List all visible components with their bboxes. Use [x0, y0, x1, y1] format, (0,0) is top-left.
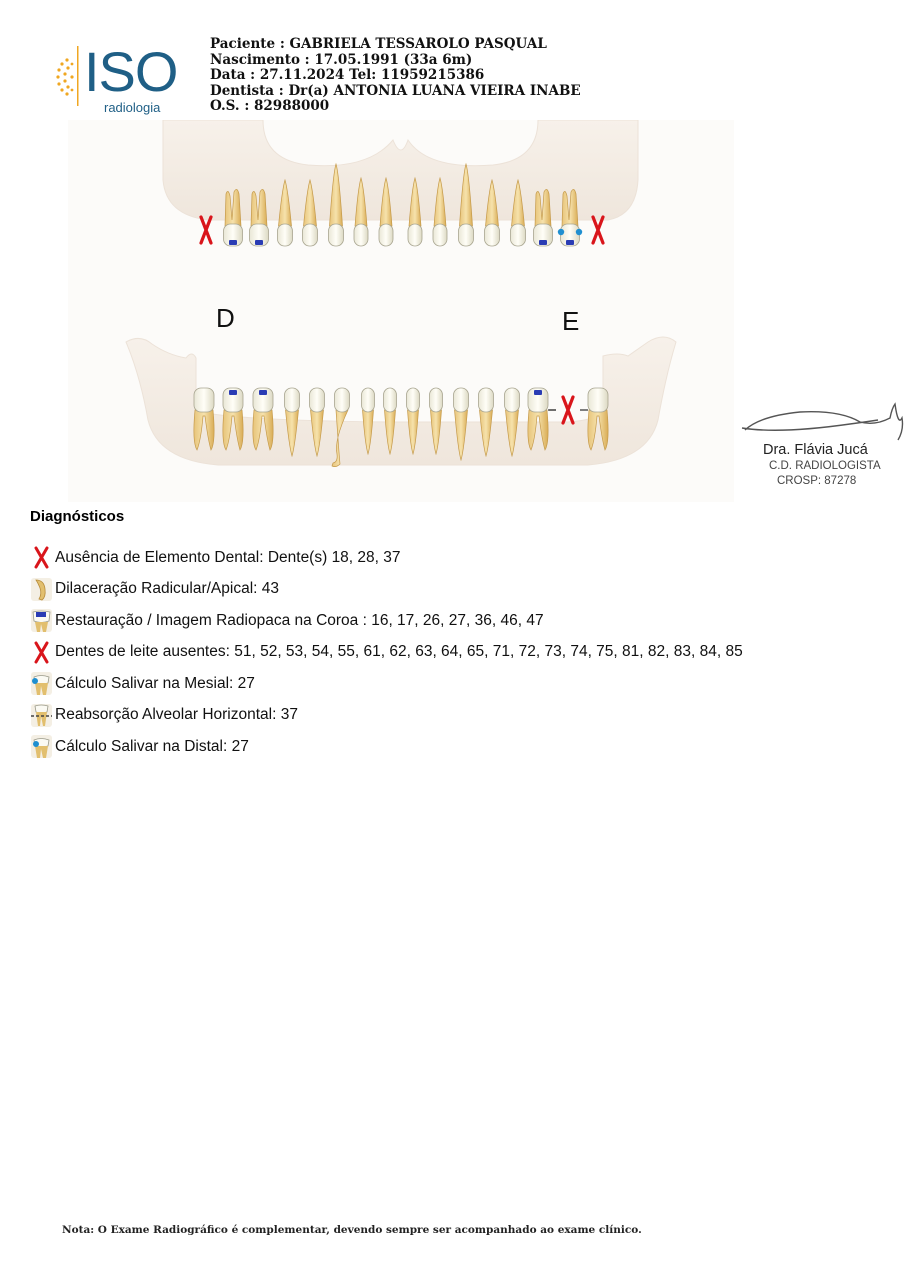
calculus-distal-icon — [30, 734, 53, 759]
logo-dots-icon — [56, 58, 73, 95]
footer-note: Nota: O Exame Radiográfico é complementar, devendo sempre ser acompanhado ao exame clínico. — [62, 1224, 642, 1236]
diagnostic-item: Dentes de leite ausentes: 51, 52, 53, 54, 55, 61, 62, 63, 64, 65, 71, 72, 73, 74, 75, 81, 82, 83, 84, 85 — [30, 637, 743, 669]
odontogram — [68, 120, 734, 502]
diagnostic-item: Cálculo Salivar na Mesial: 27 — [30, 668, 743, 700]
diagnostics-title: Diagnósticos — [30, 508, 125, 525]
diagnostics-list — [30, 542, 743, 763]
calculus-mesial-icon — [30, 671, 53, 696]
logo-subtitle: radiologia — [104, 100, 161, 115]
exam-date: Data : 27.11.2024 Tel: 11959215386 — [210, 67, 485, 83]
dilaceration-root-icon — [30, 577, 53, 602]
dentist-name: Dentista : Dr(a) ANTONIA LUANA VIEIRA INABE — [210, 82, 581, 99]
horizontal-bone-resorption-icon — [30, 703, 53, 728]
missing-tooth-x-icon — [30, 545, 53, 570]
signature-crosp: CROSP: 87278 — [777, 475, 857, 487]
side-label-left: E — [562, 306, 580, 336]
signature-title: C.D. RADIOLOGISTA — [769, 460, 881, 472]
signature-name: Dra. Flávia Jucá — [763, 442, 868, 458]
diagnostic-item: Cálculo Salivar na Distal: 27 — [30, 731, 743, 763]
missing-primary-tooth-x-icon — [30, 640, 53, 665]
diagnostic-item: Restauração / Imagem Radiopaca na Coroa : 16, 17, 26, 27, 36, 46, 47 — [30, 605, 743, 637]
diagnostic-item: Ausência de Elemento Dental: Dente(s) 18, 28, 37 — [30, 542, 743, 574]
side-label-right: D — [216, 303, 235, 333]
patient-info — [210, 37, 581, 115]
logo-brand: ISO — [84, 40, 178, 103]
diagnostic-item: Reabsorção Alveolar Horizontal: 37 — [30, 700, 743, 732]
patient-birth: Nascimento : 17.05.1991 (33a 6m) — [210, 51, 473, 68]
diagnostic-item: Dilaceração Radicular/Apical: 43 — [30, 574, 743, 606]
order-number: O.S. : 82988000 — [210, 98, 330, 114]
restoration-crown-icon — [30, 608, 53, 633]
patient-name: Paciente : GABRIELA TESSAROLO PASQUAL — [210, 36, 547, 52]
